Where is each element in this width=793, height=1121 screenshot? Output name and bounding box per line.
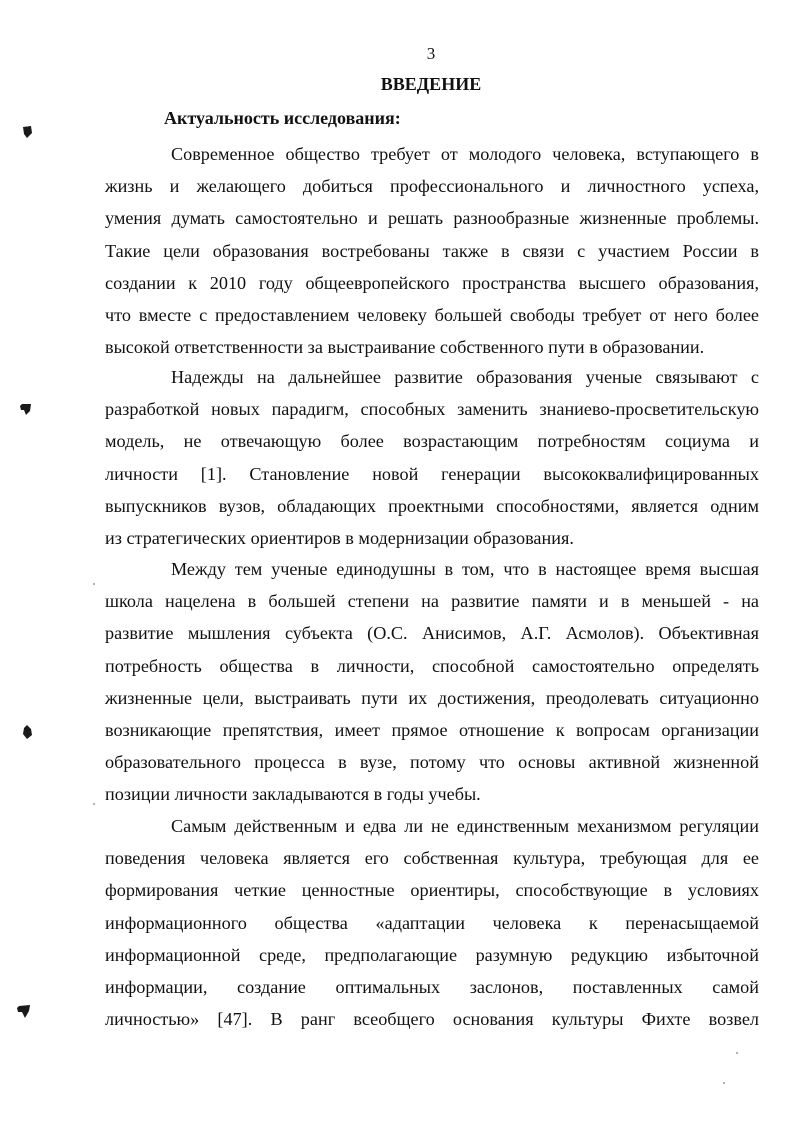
scan-mark-icon	[20, 723, 34, 741]
section-subheading: Актуальность исследования:	[164, 108, 401, 128]
text-line: поведения человека является его собственная культура, требующая для ее	[105, 848, 759, 869]
paragraph-2	[105, 361, 759, 554]
text-line: информации, создание оптимальных заслонов, поставленных самой	[105, 977, 759, 998]
scan-mark-icon	[15, 1002, 33, 1020]
chapter-heading: ВВЕДЕНИЕ	[380, 74, 482, 94]
scan-mark-icon	[20, 124, 34, 140]
scan-mark-icon	[18, 401, 34, 417]
text-line: возникающие препятствия, имеет прямое отношение к вопросам организации	[105, 720, 759, 741]
page-number: 3	[426, 44, 436, 63]
text-line: разработкой новых парадигм, способных заменить знаниево-просветительскую	[105, 399, 759, 420]
text-line: информационного общества «адаптации человека к перенасыщаемой	[105, 912, 759, 933]
text-line: из стратегических ориентиров в модернизации образования.	[105, 528, 574, 549]
scan-speck	[736, 1052, 738, 1054]
text-line: что вместе с предоставлением человеку большей свободы требует от него более	[105, 305, 759, 326]
text-line: Современное общество требует от молодого человека, вступающего в	[171, 144, 759, 164]
text-line: Самым действенным и едва ли не единственным механизмом регуляции	[171, 816, 759, 836]
text-line: модель, не отвечающую более возрастающим потребностям социума и	[105, 431, 759, 452]
text-line: Между тем ученые единодушны в том, что в настоящее время высшая	[171, 559, 759, 579]
text-line: потребность общества в личности, способной самостоятельно определять	[105, 655, 759, 676]
paragraph-1	[105, 138, 759, 363]
text-line: умения думать самостоятельно и решать разнообразные жизненные проблемы.	[105, 208, 759, 229]
scan-speck	[723, 1082, 725, 1084]
scan-speck	[93, 803, 95, 805]
text-line: Надежды на дальнейшее развитие образования ученые связывают с	[171, 367, 759, 387]
text-line: высокой ответственности за выстраивание собственного пути в образовании.	[105, 337, 705, 358]
text-line: личности [1]. Становление новой генерации высококвалифицированных	[105, 463, 759, 484]
text-line: выпускников вузов, обладающих проектными способностями, является одним	[105, 495, 759, 516]
paragraph-4	[105, 810, 759, 1035]
text-line: позиции личности закладываются в годы учебы.	[105, 784, 481, 805]
text-line: образовательного процесса в вузе, потому что основы активной жизненной	[105, 752, 759, 773]
text-line: формирования четкие ценностные ориентиры, способствующие в условиях	[105, 880, 759, 901]
text-line: жизнь и желающего добиться профессионального и личностного успеха,	[105, 176, 759, 197]
text-line: школа нацелена в большей степени на развитие памяти и в меньшей - на	[105, 591, 759, 612]
paragraph-3	[105, 553, 759, 811]
text-line: Такие цели образования востребованы также в связи с участием России в	[105, 240, 759, 261]
scan-speck	[93, 583, 95, 585]
text-line: развитие мышления субъекта (О.С. Анисимов, А.Г. Асмолов). Объективная	[105, 623, 759, 644]
text-line: личностью» [47]. В ранг всеобщего основания культуры Фихте возвел	[105, 1009, 759, 1030]
text-line: создании к 2010 году общеевропейского пространства высшего образования,	[105, 272, 759, 293]
text-line: жизненные цели, выстраивать пути их достижения, преодолевать ситуационно	[105, 687, 759, 708]
text-line: информационной среде, предполагающие разумную редукцию избыточной	[105, 944, 759, 965]
